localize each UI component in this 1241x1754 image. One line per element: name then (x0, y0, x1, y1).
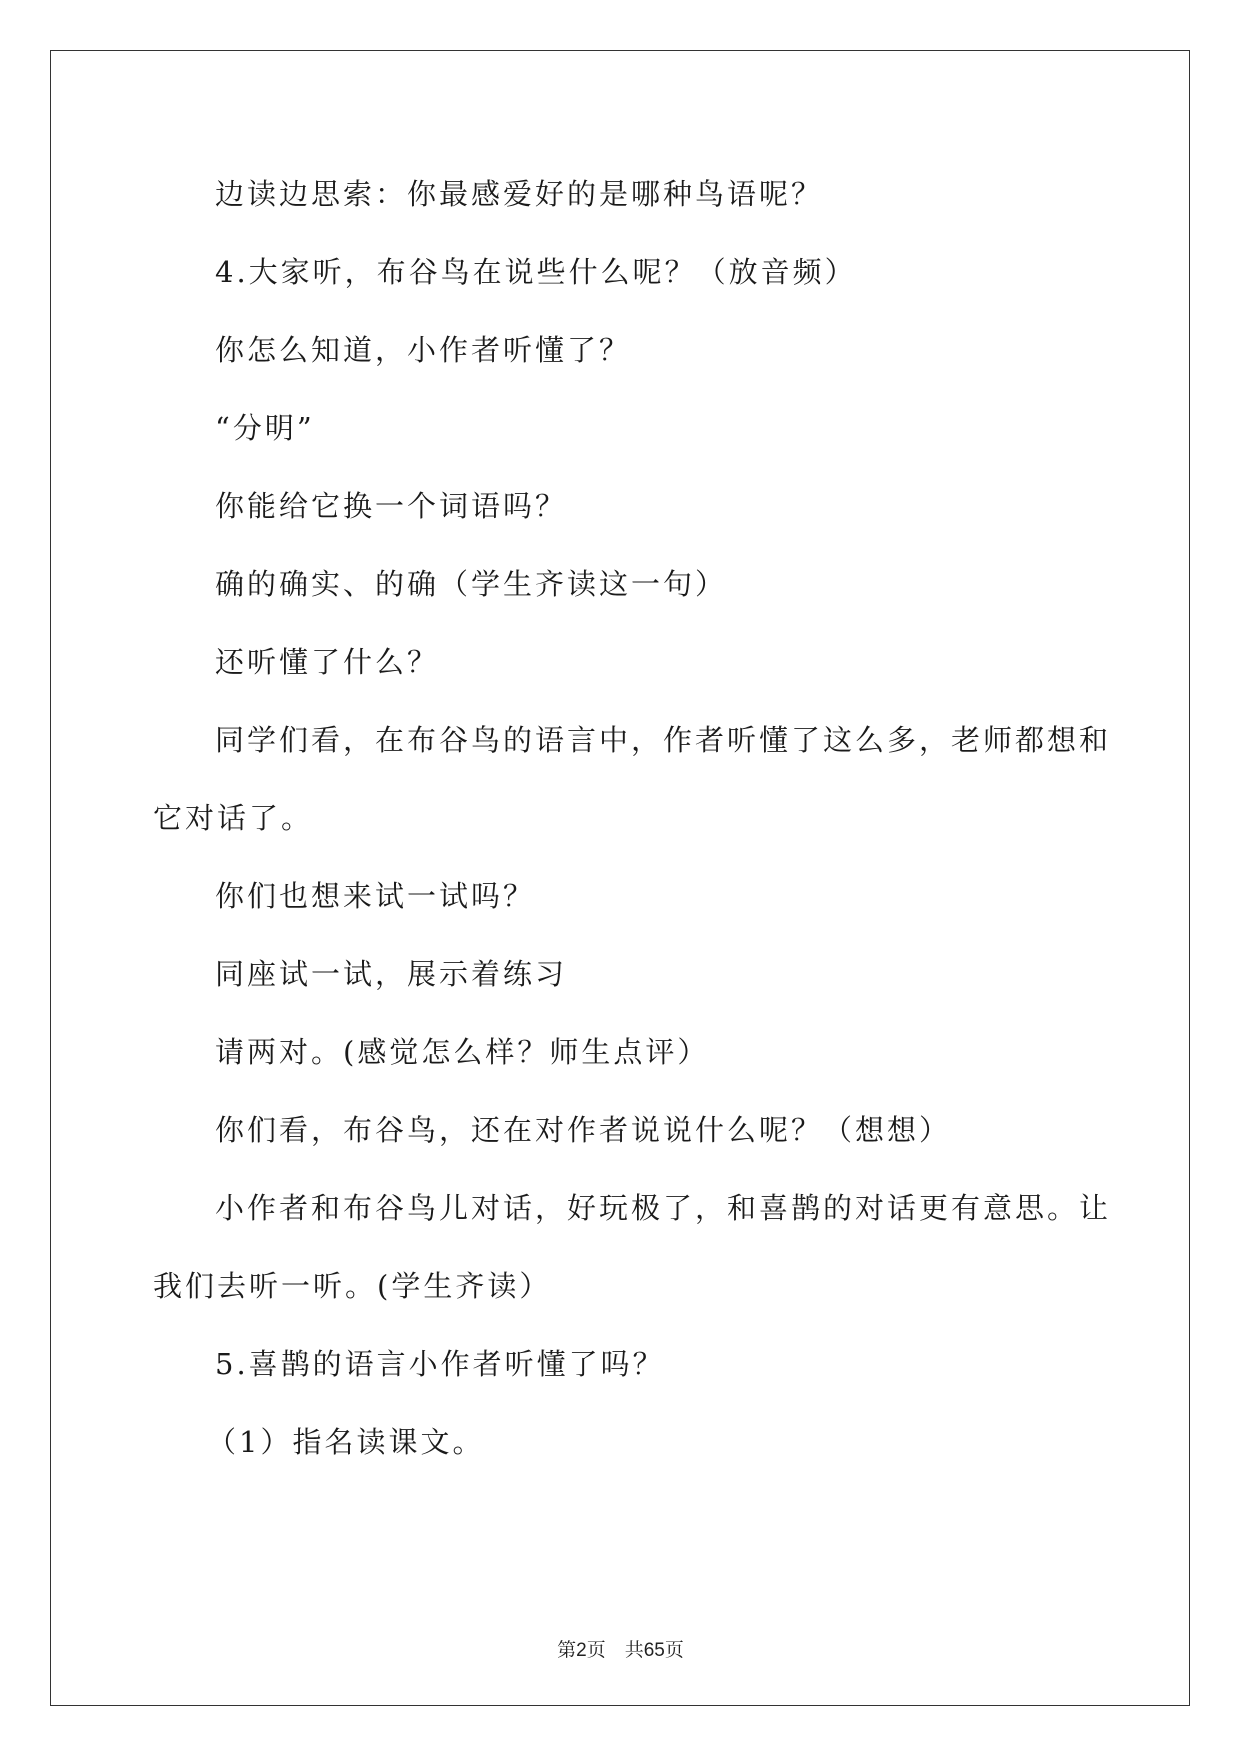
text-line: 你能给它换一个词语吗？ (215, 489, 568, 523)
text-line: 还听懂了什么？ (215, 645, 440, 679)
text-line: 它对话了。 (153, 801, 314, 835)
page-label-prefix: 第 (557, 1639, 577, 1661)
text-line: 你们看，布谷鸟，还在对作者说说什么呢？（想想） (215, 1113, 952, 1147)
text-line: 请两对。(感觉怎么样？师生点评） (215, 1035, 710, 1069)
text-line: 确的确实、的确（学生齐读这一句） (215, 567, 728, 601)
page-label-mid: 页 共 (586, 1639, 644, 1661)
page-total: 65 (643, 1640, 665, 1661)
text-line: （1）指名读课文。 (207, 1425, 485, 1459)
page-current: 2 (576, 1640, 587, 1661)
text-line: 你们也想来试一试吗？ (215, 879, 536, 913)
text-line: 5.喜鹊的语言小作者听懂了吗？ (215, 1347, 665, 1381)
text-line: 边读边思索：你最感爱好的是哪种鸟语呢？ (215, 177, 824, 211)
text-line: 我们去听一听。(学生齐读） (153, 1269, 552, 1303)
text-line: “分明” (215, 411, 315, 445)
text-line: 小作者和布谷鸟儿对话，好玩极了，和喜鹊的对话更有意思。让 (215, 1191, 1112, 1225)
page-footer (0, 1635, 1241, 1662)
text-line: 4.大家听，布谷鸟在说些什么呢？（放音频） (215, 255, 857, 289)
text-line: 同学们看，在布谷鸟的语言中，作者听懂了这么多，老师都想和 (215, 723, 1112, 757)
page-label-suffix: 页 (664, 1639, 684, 1661)
text-line: 你怎么知道，小作者听懂了？ (215, 333, 632, 367)
text-line: 同座试一试，展示着练习 (215, 957, 568, 991)
